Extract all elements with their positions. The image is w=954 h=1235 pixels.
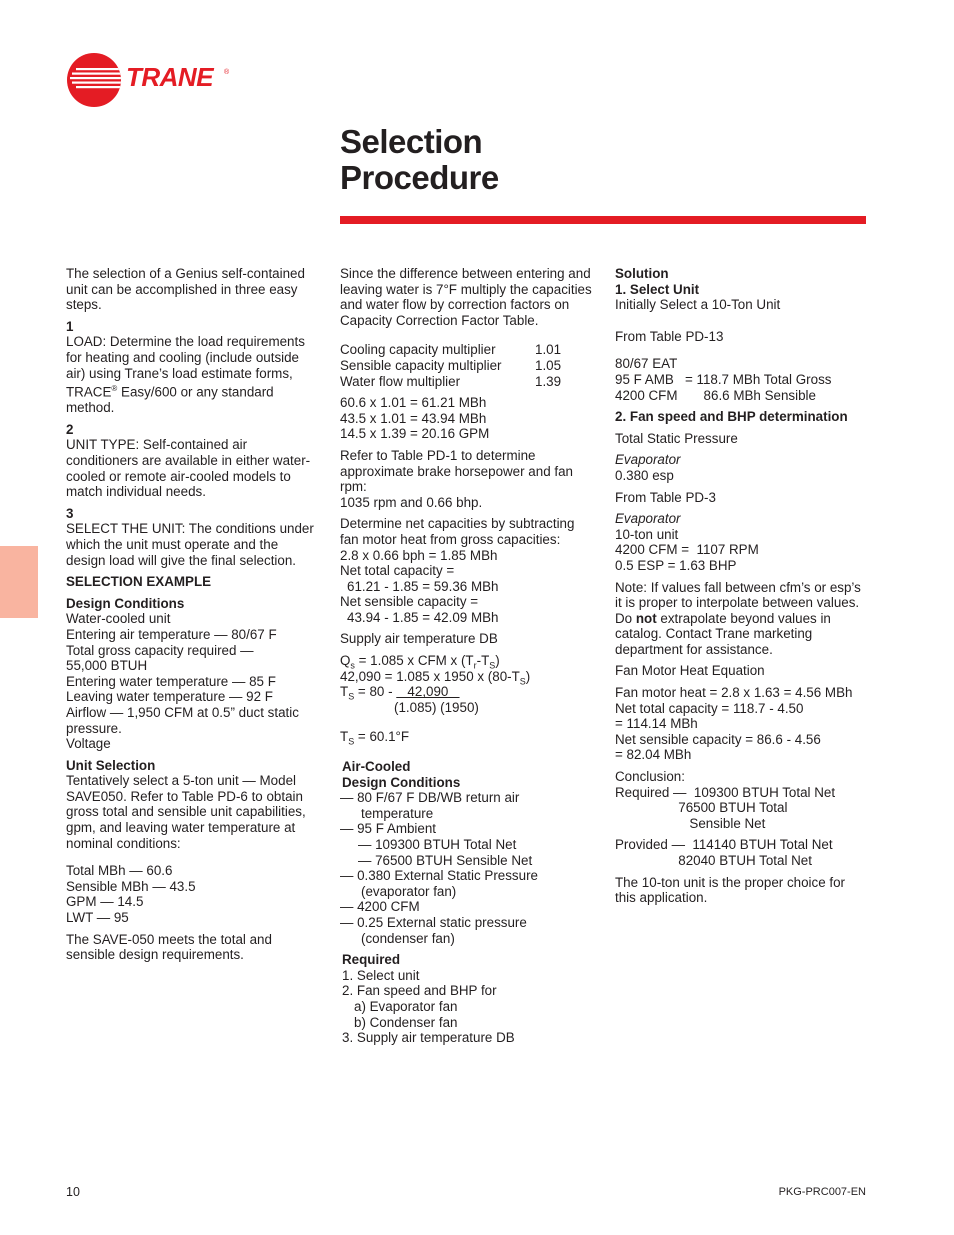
air-cooled-heading: Air-Cooled bbox=[342, 759, 411, 775]
step-1-number: 1 bbox=[66, 318, 74, 334]
title-rule bbox=[340, 216, 866, 224]
equation-2: 42,090 = 1.085 x 1950 x $(80-T_S)$ bbox=[340, 668, 531, 687]
ac-item: — 80 F/67 F DB/WB return air temperature bbox=[340, 790, 520, 821]
ac-item: — 0.380 External Static Pressure (evaporator fan) bbox=[340, 868, 538, 899]
final-conclusion: The 10-ton unit is the proper choice for this application. bbox=[615, 874, 846, 906]
registered-mark: ® bbox=[224, 69, 230, 76]
nominal-values bbox=[66, 863, 320, 925]
unit-selection-text: Tentatively select a 5-ton unit — Model SAVE050. Refer to Table PD-6 to obtain gross total and sensible unit capabilities, gpm, and leaving water temperature at nominal conditions: bbox=[66, 773, 306, 851]
required-capacity: Required — 109300 BTUH Total Net 76500 BTUH Total Sensible Net bbox=[615, 784, 836, 831]
design-line: 55,000 BTUH bbox=[66, 658, 148, 674]
design-line: Airflow — 1,950 CFM at 0.5” duct static pressure. bbox=[66, 704, 299, 736]
from-table-pd13: From Table PD-13 bbox=[615, 328, 724, 344]
selection-example-heading: SELECTION EXAMPLE bbox=[66, 574, 212, 590]
design-line: Voltage bbox=[66, 736, 111, 752]
ac-item: — 95 F Ambient bbox=[340, 821, 437, 837]
conclusion-label: Conclusion: bbox=[615, 769, 685, 785]
design-line: Entering water temperature — 85 F bbox=[66, 673, 276, 689]
title-line-2: Procedure bbox=[340, 159, 499, 196]
ac-item: — 109300 BTUH Total Net bbox=[358, 837, 517, 852]
fan-motor-calc: Fan motor heat = 2.8 x 1.63 = 4.56 MBh Net total capacity = 118.7 - 4.50 = 114.14 MBh Net sensible capacity = 86.6 - 4.56 = 82.04 MBh bbox=[615, 685, 853, 763]
evaporator-label-1: Evaporator bbox=[615, 452, 681, 468]
step-1-text: LOAD: Determine the load requirements for heating and cooling (include outside air) using Trane’s load estimate forms, TRACE® Easy/600 or any standard method. bbox=[66, 334, 305, 416]
ac-item: — 4200 CFM bbox=[340, 899, 420, 915]
design-line: Leaving water temperature — 92 F bbox=[66, 689, 273, 705]
esp-value: 0.380 esp bbox=[615, 467, 674, 483]
trane-logo bbox=[66, 52, 236, 112]
interpolation-note: Note: If values fall between cfm’s or esp’s it is proper to interpolate between values. Do not extrapolate beyond values in catalog. Contact Trane marketing department for assistance. bbox=[615, 579, 861, 657]
equation-4: $T_S = 60.1^\circ F$ bbox=[340, 729, 410, 748]
nominal-line: GPM — 14.5 bbox=[66, 894, 144, 910]
column-1 bbox=[66, 266, 320, 969]
design-line: Entering air temperature — 80/67 F bbox=[66, 626, 277, 642]
refer-pd1-result: 1035 rpm and 0.66 bhp. bbox=[340, 494, 483, 510]
solution-heading: Solution bbox=[615, 266, 669, 281]
refer-pd1: Refer to Table PD-1 to determine approximate brake horsepower and fan rpm: bbox=[340, 447, 573, 495]
pd13-values: 80/67 EAT 95 F AMB = 118.7 MBh Total Gross 4200 CFM 86.6 MBh Sensible bbox=[615, 356, 832, 403]
multiplier-row: Cooling capacity multiplier 1.01 bbox=[340, 342, 562, 358]
correction-intro: Since the difference between entering and leaving water is 7°F multiply the capacities and water flow by correction factors on Capacity Correction Factor Table. bbox=[340, 266, 592, 328]
step-select-unit: 1. Select Unit bbox=[615, 281, 700, 297]
net-line: 2.8 x 0.66 bph = 1.85 MBh bbox=[340, 547, 498, 563]
step-2-number: 2 bbox=[66, 421, 74, 437]
brand-wordmark: TRANE bbox=[126, 62, 214, 92]
net-total-value: 61.21 - 1.85 = 59.36 MBh bbox=[347, 578, 499, 594]
intro-text: The selection of a Genius self-contained unit can be accomplished in three easy steps. bbox=[66, 266, 305, 313]
step-fan-speed: 2. Fan speed and BHP determination bbox=[615, 409, 848, 425]
air-cooled-design-heading: Design Conditions bbox=[342, 774, 461, 790]
ac-item: — 0.25 External static pressure (condenser fan) bbox=[340, 914, 527, 946]
multiplier-table bbox=[340, 342, 594, 389]
ac-item: — 76500 BTUH Sensible Net bbox=[358, 852, 533, 868]
design-conditions-list bbox=[66, 611, 320, 751]
document-code: PKG-PRC007-EN bbox=[778, 1186, 866, 1198]
page-number: 10 bbox=[66, 1185, 80, 1199]
evaporator-label-2: Evaporator bbox=[615, 511, 681, 527]
column-2 bbox=[340, 266, 594, 1046]
design-conditions-heading: Design Conditions bbox=[66, 595, 185, 611]
air-cooled-list bbox=[340, 790, 594, 946]
nominal-line: Total MBh — 60.6 bbox=[66, 863, 173, 879]
equation-3: $T_S = 80$ - 42,090 bbox=[340, 684, 460, 702]
fan-motor-heat-heading: Fan Motor Heat Equation bbox=[615, 663, 765, 679]
equation-3-denominator: (1.085) (1950) bbox=[394, 699, 479, 715]
net-intro: Determine net capacities by subtracting fan motor heat from gross capacities: bbox=[340, 516, 575, 547]
multiplier-row: Water flow multiplier 1.39 bbox=[340, 373, 562, 389]
from-table-pd3: From Table PD-3 bbox=[615, 489, 716, 505]
provided-capacity: Provided — 114140 BTUH Total Net 82040 BTUH Total Net bbox=[615, 837, 833, 868]
total-static-pressure: Total Static Pressure bbox=[615, 430, 738, 446]
unit-selection-heading: Unit Selection bbox=[66, 757, 156, 773]
title-line-1: Selection bbox=[340, 123, 483, 160]
page-title bbox=[340, 124, 499, 196]
net-total-label: Net total capacity = bbox=[340, 563, 455, 579]
required-list: 1. Select unit 2. Fan speed and BHP for a) Evaporator fan b) Condenser fan 3. Supply air temperature DB bbox=[342, 967, 515, 1046]
equation-1: $Q_s = 1.085$ x CFM x $(T_r-T_S)$ bbox=[340, 653, 500, 671]
column-3 bbox=[615, 266, 869, 912]
design-line: Water-cooled unit bbox=[66, 611, 171, 627]
nominal-line: LWT — 95 bbox=[66, 910, 129, 926]
col1-conclusion: The SAVE-050 meets the total and sensible design requirements. bbox=[66, 931, 272, 963]
logo-circle bbox=[67, 53, 121, 107]
supply-air-label: Supply air temperature DB bbox=[340, 631, 498, 647]
step-3-number: 3 bbox=[66, 505, 74, 521]
nominal-line: Sensible MBh — 43.5 bbox=[66, 878, 196, 894]
step-select-unit-text: Initially Select a 10-Ton Unit bbox=[615, 297, 781, 313]
corrected-values: 60.6 x 1.01 = 61.21 MBh 43.5 x 1.01 = 43.94 MBh 14.5 x 1.39 = 20.16 GPM bbox=[340, 395, 490, 442]
multiplier-row: Sensible capacity multiplier 1.05 bbox=[340, 357, 562, 373]
step-3-text: SELECT THE UNIT: The conditions under which the unit must operate and the design load will give the final selection. bbox=[66, 521, 314, 568]
pd3-values: 10-ton unit 4200 CFM = 1107 RPM 0.5 ESP = 1.63 BHP bbox=[615, 526, 759, 573]
net-sensible-label: Net sensible capacity = bbox=[340, 594, 479, 610]
required-heading: Required bbox=[342, 952, 401, 968]
step-2-text: UNIT TYPE: Self-contained air conditioners are available in either water-cooled or remote air-cooled models to match individual needs. bbox=[66, 437, 311, 500]
section-tab bbox=[0, 546, 38, 618]
net-sensible-value: 43.94 - 1.85 = 42.09 MBh bbox=[347, 609, 499, 625]
design-line: Total gross capacity required — bbox=[66, 642, 254, 658]
